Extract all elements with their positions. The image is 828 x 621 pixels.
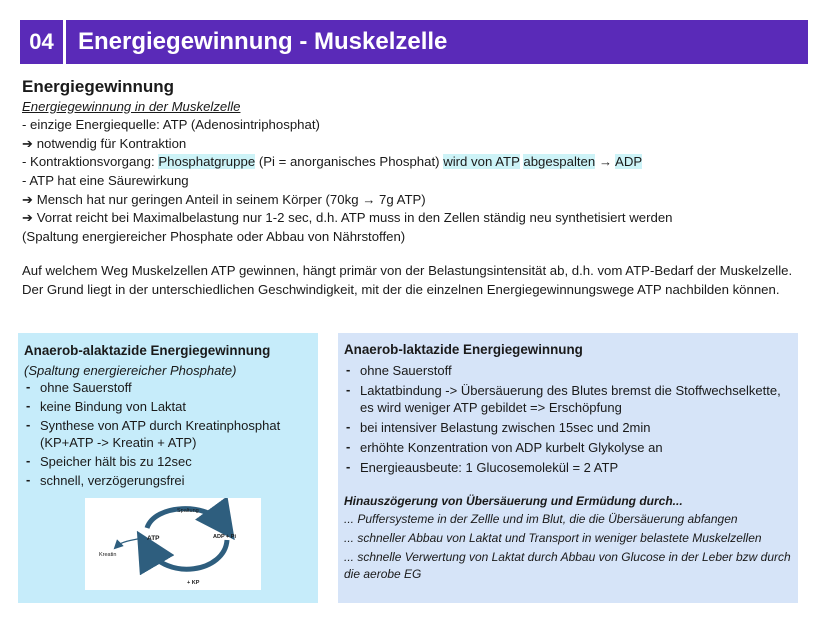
highlight-abgespalten: abgespalten: [523, 154, 596, 170]
intro-line-contraction: ➔ notwendig für Kontraktion: [22, 135, 187, 151]
list-item: - Energieausbeute: 1 Glucosemolekül = 2 ATP: [344, 459, 798, 476]
atp-cycle-diagram: [85, 498, 261, 590]
label-adp: ADP + Pi: [213, 534, 236, 540]
laktazid-title: Anaerob-laktazide Energiegewinnung: [344, 342, 583, 357]
delay-heading: Hinauszögerung von Übersäuerung und Ermüdung durch...: [344, 494, 683, 508]
list-item: - Speicher hält bis zu 12sec: [24, 453, 318, 470]
highlight-phosphatgruppe: Phosphatgruppe: [158, 154, 256, 170]
intro-line-energy-source: - einzige Energiequelle: ATP (Adenosintriphosphat): [22, 117, 320, 133]
list-item: - ohne Sauerstoff: [344, 362, 798, 379]
list-item: - keine Bindung von Laktat: [24, 398, 318, 415]
list-item: - Laktatbindung -> Übersäuerung des Blutes bremst die Stoffwechselkette, es wird weniger ATP gebildet => Erschöpfung: [344, 382, 798, 416]
intro-line-process: [22, 153, 812, 172]
process-mid-1: (Pi = anorganisches Phosphat): [255, 154, 444, 170]
delay-item: ... Puffersysteme in der Zellle und im Blut, die die Übersäuerung abfangen: [344, 512, 738, 526]
intro-line-supply: ➔ Vorrat reicht bei Maximalbelastung nur 1-2 sec, d.h. ATP muss in den Zellen ständig neu synthetisiert werden: [22, 210, 673, 226]
delay-item: ... schnelle Verwertung von Laktat durch Abbau von Glucose in der Leber bzw durch die aerobe EG: [344, 550, 791, 581]
alaktazid-subtitle: (Spaltung energiereicher Phosphate): [24, 363, 237, 378]
delay-item: ... schneller Abbau von Laktat und Transport in weniger belastete Muskelzellen: [344, 531, 762, 545]
lower-cycle-arrow: [147, 540, 227, 569]
alaktazid-box: [18, 333, 318, 603]
highlight-adp: ADP: [615, 154, 643, 170]
list-item: - Synthese von ATP durch Kreatinphosphat (KP+ATP -> Kreatin + ATP): [24, 417, 318, 451]
process-mid-3: →: [595, 154, 616, 170]
alaktazid-list: [24, 379, 318, 489]
section-heading: Energiegewinnung: [22, 77, 175, 96]
list-item: - ohne Sauerstoff: [24, 379, 318, 396]
intro-line-acid: - ATP hat eine Säurewirkung: [22, 172, 189, 188]
alaktazid-title: Anaerob-alaktazide Energiegewinnung: [24, 343, 271, 358]
cycle-svg: [85, 498, 261, 590]
label-kreatin: Kreatin: [99, 552, 117, 558]
intro-section: [22, 78, 812, 300]
process-prefix: - Kontraktionsvorgang:: [22, 154, 159, 170]
intro-line-amount: ➔ Mensch hat nur geringen Anteil in seinem Körper (70kg → 7g ATP): [22, 191, 426, 207]
page-title: Energiegewinnung - Muskelzelle: [78, 28, 448, 55]
list-item: - bei intensiver Belastung zwischen 15sec und 2min: [344, 419, 798, 436]
label-spaltung: Spaltung: [177, 508, 199, 514]
section-subtitle: Energiegewinnung in der Muskelzelle: [22, 98, 241, 114]
kreatin-arrow: [117, 538, 143, 546]
list-item: - schnell, verzögerungsfrei: [24, 472, 318, 489]
label-atp: ATP: [147, 535, 160, 542]
highlight-atp: wird von ATP: [443, 154, 520, 170]
section-number: 04: [20, 20, 66, 64]
list-item: - erhöhte Konzentration von ADP kurbelt Glykolyse an: [344, 439, 798, 456]
laktazid-box: [338, 333, 798, 603]
laktazid-list: [344, 362, 798, 476]
intro-line-synthesis: (Spaltung energiereicher Phosphate oder Abbau von Nährstoffen): [22, 228, 406, 244]
intro-paragraph: Auf welchem Weg Muskelzellen ATP gewinnen, hängt primär von der Belastungsintensität ab, d.h. vom ATP-Bedarf der Muskelzelle. Der Grund liegt in der unterschiedlichen Geschwindigkeit, mit der die einzelnen Energiegewinnungswege ATP nachbilden können.: [22, 263, 793, 297]
page-header: [20, 20, 808, 64]
label-kp: + KP: [187, 580, 200, 586]
